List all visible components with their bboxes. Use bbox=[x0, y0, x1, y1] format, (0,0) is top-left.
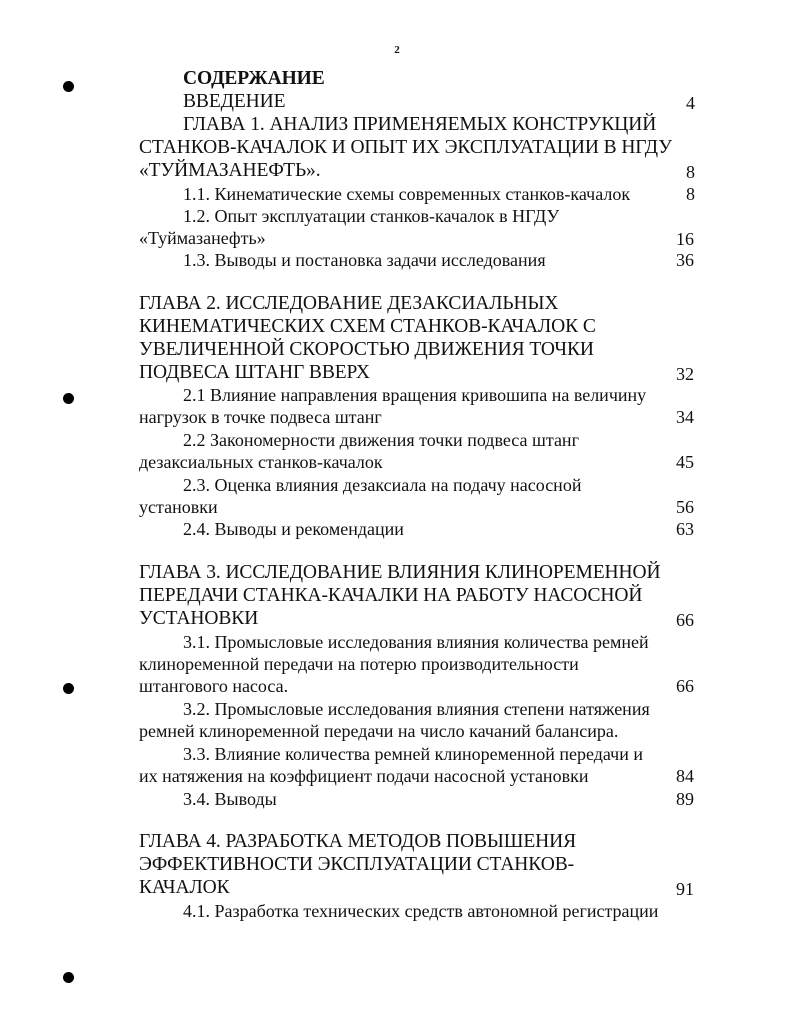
toc-entry-line: ремней клиноременной передачи на число качаний балансира. bbox=[139, 721, 619, 741]
toc-page-number: 66 bbox=[676, 676, 694, 696]
toc-chapter-line: ГЛАВА 2. ИССЛЕДОВАНИЕ ДЕЗАКСИАЛЬНЫХ bbox=[139, 293, 559, 314]
toc-entry-line: 3.1. Промысловые исследования влияния количества ремней bbox=[183, 632, 649, 652]
toc-page-number: 8 bbox=[686, 162, 695, 182]
toc-page-number: 36 bbox=[676, 250, 694, 270]
toc-chapter-line: УСТАНОВКИ bbox=[139, 608, 259, 629]
toc-entry-line: 1.2. Опыт эксплуатации станков-качалок в НГДУ bbox=[183, 206, 560, 226]
toc-entry-line: 4.1. Разработка технических средств автономной регистрации bbox=[183, 901, 659, 921]
toc-entry-line: 1.3. Выводы и постановка задачи исследования bbox=[183, 250, 546, 270]
toc-entry-line: штангового насоса. bbox=[139, 676, 289, 696]
toc-entry-line: клиноременной передачи на потерю производительности bbox=[139, 654, 579, 674]
toc-entry-line: их натяжения на коэффициент подачи насосной установки bbox=[139, 766, 589, 786]
toc-title: СОДЕРЖАНИЕ bbox=[183, 68, 325, 89]
toc-entry-line: 2.2 Закономерности движения точки подвеса штанг bbox=[183, 430, 579, 450]
toc-chapter-line: КАЧАЛОК bbox=[139, 877, 230, 898]
toc-chapter-line: ПОДВЕСА ШТАНГ ВВЕРХ bbox=[139, 362, 370, 383]
binder-hole-dot bbox=[63, 972, 74, 983]
toc-chapter-line: КИНЕМАТИЧЕСКИХ СХЕМ СТАНКОВ-КАЧАЛОК С bbox=[139, 316, 596, 337]
toc-chapter-line: СТАНКОВ-КАЧАЛОК И ОПЫТ ИХ ЭКСПЛУАТАЦИИ В НГДУ bbox=[139, 137, 672, 158]
toc-page-number: 45 bbox=[676, 452, 694, 472]
toc-entry-line: нагрузок в точке подвеса штанг bbox=[139, 407, 382, 427]
toc-entry-line: 2.4. Выводы и рекомендации bbox=[183, 519, 404, 539]
toc-entry-line: 1.1. Кинематические схемы современных станков-качалок bbox=[183, 184, 631, 204]
toc-page-number: 91 bbox=[676, 879, 694, 899]
toc-page-number: 32 bbox=[676, 364, 694, 384]
toc-entry-line: 3.4. Выводы bbox=[183, 789, 277, 809]
toc-page-number: 16 bbox=[676, 229, 694, 249]
toc-page-number: 66 bbox=[676, 610, 694, 630]
binder-hole-dot bbox=[63, 683, 74, 694]
toc-entry-line: «Туймазанефть» bbox=[139, 228, 266, 248]
toc-entry-line: дезаксиальных станков-качалок bbox=[139, 452, 383, 472]
toc-page-number: 56 bbox=[676, 497, 694, 517]
toc-chapter-line: ГЛАВА 3. ИССЛЕДОВАНИЕ ВЛИЯНИЯ КЛИНОРЕМЕННОЙ bbox=[139, 562, 661, 583]
toc-chapter-line: «ТУЙМАЗАНЕФТЬ». bbox=[139, 160, 321, 181]
toc-entry-line: установки bbox=[139, 497, 218, 517]
toc-page-number: 89 bbox=[676, 789, 694, 809]
toc-page-number: 34 bbox=[676, 407, 694, 427]
binder-hole-dot bbox=[63, 393, 74, 404]
toc-entry-line: ВВЕДЕНИЕ bbox=[183, 91, 286, 112]
toc-entry-line: 2.3. Оценка влияния дезаксиала на подачу насосной bbox=[183, 475, 582, 495]
toc-chapter-line: ГЛАВА 1. АНАЛИЗ ПРИМЕНЯЕМЫХ КОНСТРУКЦИЙ bbox=[183, 114, 657, 135]
toc-entry-line: 3.2. Промысловые исследования влияния степени натяжения bbox=[183, 699, 650, 719]
page-number: 2 bbox=[394, 44, 400, 56]
toc-page-number: 8 bbox=[686, 184, 695, 204]
toc-page-number: 4 bbox=[686, 93, 695, 113]
toc-chapter-line: ГЛАВА 4. РАЗРАБОТКА МЕТОДОВ ПОВЫШЕНИЯ bbox=[139, 831, 577, 852]
toc-page-number: 84 bbox=[676, 766, 694, 786]
binder-hole-dot bbox=[63, 81, 74, 92]
toc-page-number: 63 bbox=[676, 519, 694, 539]
toc-entry-line: 3.3. Влияние количества ремней клиноременной передачи и bbox=[183, 744, 643, 764]
toc-chapter-line: ЭФФЕКТИВНОСТИ ЭКСПЛУАТАЦИИ СТАНКОВ- bbox=[139, 854, 574, 875]
toc-chapter-line: ПЕРЕДАЧИ СТАНКА-КАЧАЛКИ НА РАБОТУ НАСОСНОЙ bbox=[139, 585, 643, 606]
toc-chapter-line: УВЕЛИЧЕННОЙ СКОРОСТЬЮ ДВИЖЕНИЯ ТОЧКИ bbox=[139, 339, 594, 360]
toc-entry-line: 2.1 Влияние направления вращения кривошипа на величину bbox=[183, 385, 647, 405]
